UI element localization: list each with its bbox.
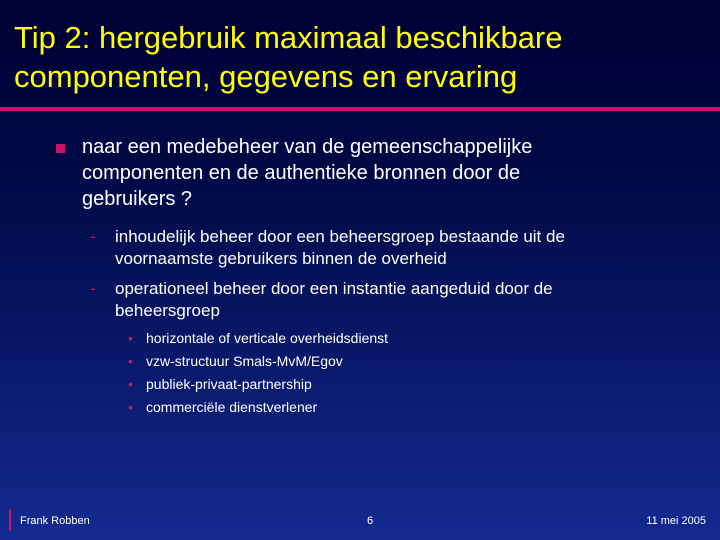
square-bullet-icon: [56, 144, 65, 153]
footer-accent-bar: [9, 509, 11, 531]
sub-bullet-2-line-2: beheersgroep: [115, 301, 220, 320]
sub-sub-bullet: [128, 375, 646, 393]
sub-sub-bullet-text: commerciële dienstverlener: [146, 399, 318, 415]
sub-bullet-1: [90, 226, 675, 270]
title-divider: [0, 107, 720, 111]
dot-bullet-icon: •: [128, 353, 133, 369]
dot-bullet-icon: •: [128, 330, 133, 346]
sub-sub-bullet: [128, 329, 646, 347]
slide-title-line-1: Tip 2: hergebruik maximaal beschikbare: [14, 20, 563, 55]
footer-date: 11 mei 2005: [646, 515, 706, 527]
slide-title: [14, 18, 714, 96]
bullet-main: [82, 134, 682, 212]
footer-author: Frank Robben: [20, 515, 90, 527]
sub-sub-bullet: [128, 398, 646, 416]
sub-sub-bullet: [128, 352, 646, 370]
dot-bullet-icon: •: [128, 399, 133, 415]
sub-bullet-2-line-1: operationeel beheer door een instantie aangeduid door de: [115, 279, 553, 298]
dash-bullet-icon: -: [90, 227, 96, 246]
dot-bullet-icon: •: [128, 376, 133, 392]
sub-bullet-1-line-1: inhoudelijk beheer door een beheersgroep bestaande uit de: [115, 227, 565, 246]
bullet-main-line-3: gebruikers ?: [82, 188, 193, 210]
bullet-main-line-2: componenten en de authentieke bronnen door de: [82, 162, 521, 184]
sub-bullet-2: [90, 278, 675, 322]
sub-bullet-1-line-2: voornaamste gebruikers binnen de overheid: [115, 249, 447, 268]
sub-sub-bullet-text: vzw-structuur Smals-MvM/Egov: [146, 353, 343, 369]
sub-sub-bullet-text: publiek-privaat-partnership: [146, 376, 312, 392]
dash-bullet-icon: -: [90, 279, 96, 298]
slide-title-line-2: componenten, gegevens en ervaring: [14, 59, 518, 94]
footer-page-number: 6: [367, 515, 374, 527]
bullet-main-line-1: naar een medebeheer van de gemeenschappelijke: [82, 136, 533, 158]
sub-sub-bullet-text: horizontale of verticale overheidsdienst: [146, 330, 389, 346]
